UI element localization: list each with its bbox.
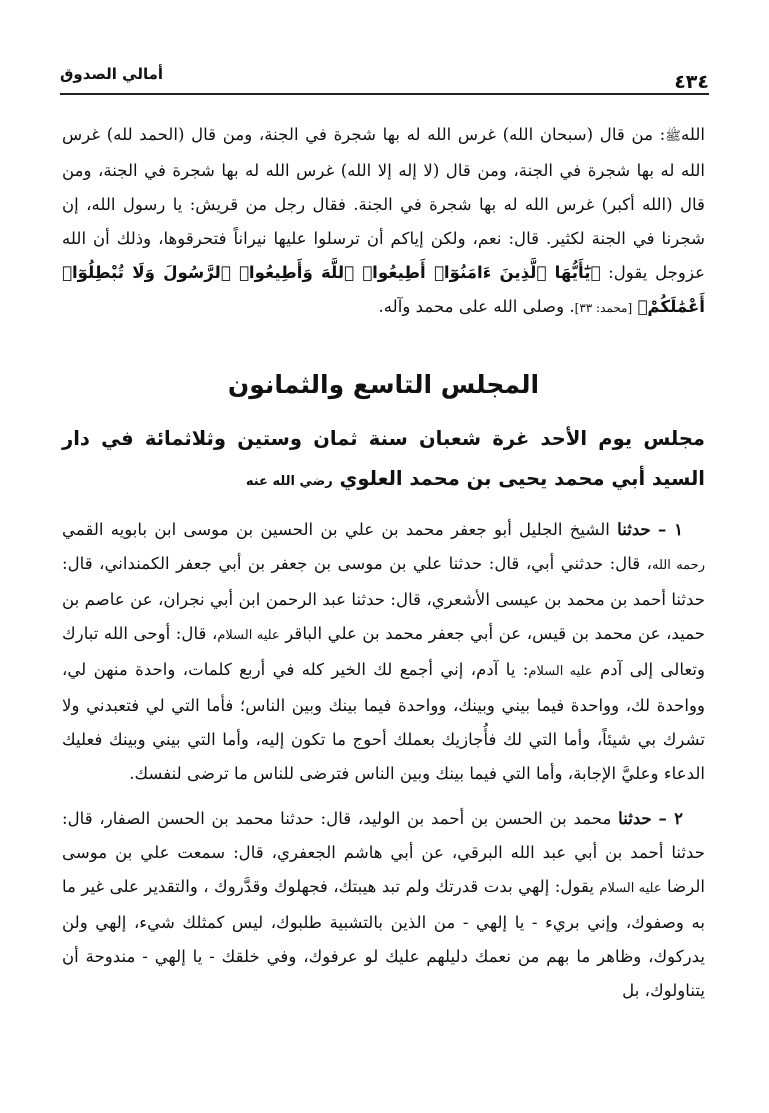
- hadith-text: يقول: إلهي بدت قدرتك ولم تبد هيبتك، فجهلوك وقدَّروك ، والتقدير على غير ما به وصفوك، وإني بريء - يا إلهي - من الذين بالتشبية طلبوك، ليس كمثلك شيء، إلهي ولن يدركوك، وظاهر ما بهم من نعمك دليلهم عليك لو عرفوك، وفي خلقك - يا إلهي - مندوحة أن يتناولوك، بل: [62, 877, 705, 1000]
- verse-citation: [محمد: ٣٣]: [574, 301, 633, 315]
- honorific-ornament: عليه السلام: [599, 881, 662, 896]
- hadith-text: الشيخ الجليل أبو جعفر محمد بن علي بن الحسين بن موسى ابن بابويه القمي: [62, 520, 610, 539]
- hadith-text: ، قال: حدثني أبي، قال: حدثنا علي بن موسى بن جعفر بن أبي جعفر الكمنداني، قال: حدثنا أحمد بن محمد بن عيسى الأشعري، قال: حدثنا عبد الرحمن ابن أبي نجران، عن عاصم بن حميد، عن محمد بن قيس، عن أبي جعفر محمد بن علي الباقر: [62, 554, 705, 643]
- session-heading-text: مجلس يوم الأحد غرة شعبان سنة ثمان وستين وثلاثمائة في دار السيد أبي محمد يحيى بن محمد العلوي: [62, 427, 705, 490]
- honorific-ornament: رحمه الله: [652, 558, 705, 573]
- hadith-2: [62, 801, 705, 1008]
- salawat-ornament: ﷺ: [665, 129, 681, 144]
- paragraph-text: الله: [680, 125, 705, 144]
- hadith-1: [62, 512, 705, 791]
- book-title: أمالي الصدوق: [60, 65, 164, 83]
- section-title: المجلس التاسع والثمانون: [227, 370, 540, 399]
- hadith-lead-word: حدثنا: [617, 519, 651, 539]
- page-number: ٤٣٤: [674, 71, 709, 93]
- paragraph-text: . وصلى الله على محمد وآله.: [378, 297, 575, 316]
- continuation-paragraph: [62, 118, 705, 325]
- honorific-ornament: عليه السلام: [217, 628, 280, 643]
- page-body: [62, 118, 705, 1008]
- hadith-text: : يا آدم، إني أجمع لك الخير كله في أربع كلمات، واحدة منهن لي، وواحدة لك، وواحدة فيما بيني وبينك، وواحدة فيما بينك وبين الناس؛ فأما التي لي فتعبدني ولا تشرك بي شيئاً، وأما التي لك فأُجازيك بعملك أحوج ما تكون إليه، وأما التي بيني وبينك فعليك الدعاء وعليَّ الإجابة، وأما التي فيما بينك وبين الناس فترضى للناس ما ترضى لنفسك.: [62, 660, 705, 783]
- honorific-ornament: عليه السلام: [528, 664, 593, 679]
- running-header: [60, 55, 709, 95]
- hadith-number: ٢ –: [658, 808, 684, 828]
- session-heading: [62, 419, 705, 502]
- quran-verse: ﴿يَٰٓأَيُّهَا ٱلَّذِينَ ءَامَنُوٓا۟ أَطِيعُوا۟ ٱللَّهَ وَأَطِيعُوا۟ ٱلرَّسُولَ وَلَا تُبْطِلُوٓا۟ أَعْمَٰلَكُمْ﴾: [62, 263, 705, 316]
- hadith-lead-word: حدثنا: [618, 808, 652, 828]
- hadith-text: محمد بن الحسن بن أحمد بن الوليد، قال: حدثنا محمد بن الحسن الصفار، قال: حدثنا أحمد بن أبي عبد الله البرقي، عن أبي هاشم الجعفري، قال: سمعت علي بن موسى الرضا: [62, 809, 706, 896]
- honorific-ornament: رضي الله عنه: [245, 474, 333, 489]
- hadith-number: ١ –: [658, 519, 683, 539]
- paragraph-text: : من قال (سبحان الله) غرس الله له بها شجرة في الجنة، ومن قال (الحمد لله) غرس الله له بها شجرة في الجنة، ومن قال (لا إله إلا الله) غرس الله له بها شجرة في الجنة، ومن قال (الله أكبر) غرس الله له بها شجرة في الجنة. فقال رجل من قريش: يا رسول الله، إن شجرنا في الجنة لكثير. قال: نعم، ولكن إياكم أن ترسلوا عليها نيراناً فتحرقوها، وذلك أن الله عزوجل يقول:: [62, 125, 705, 282]
- hadith-text: ، قال: أوحى الله تبارك وتعالى إلى آدم: [62, 624, 706, 679]
